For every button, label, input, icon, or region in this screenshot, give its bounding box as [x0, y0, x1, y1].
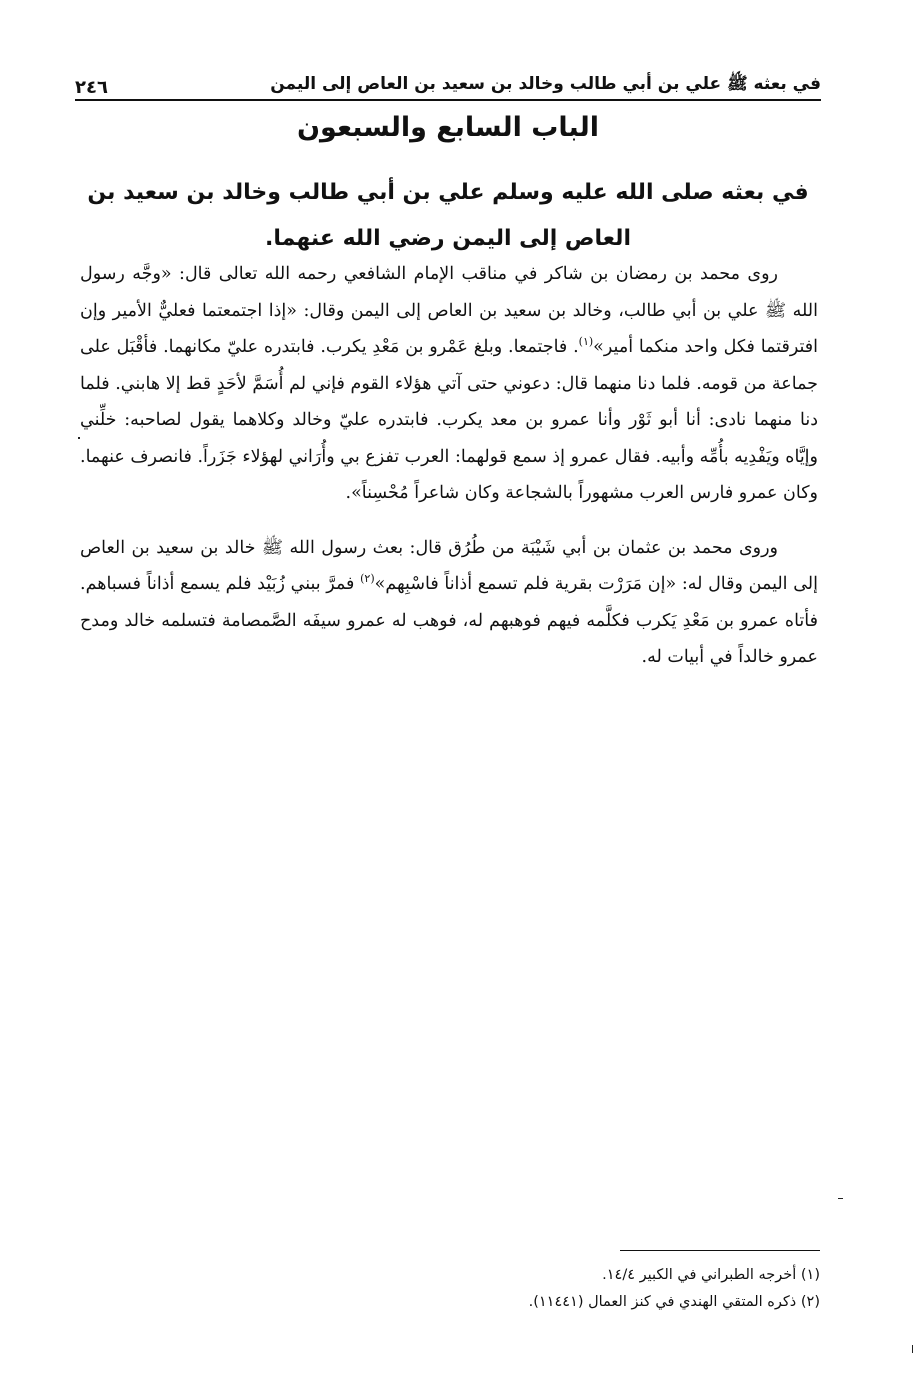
- body-text: [80, 256, 818, 694]
- chapter-title: الباب السابع والسبعون: [297, 112, 599, 143]
- scan-speck: [838, 1198, 843, 1199]
- scan-speck: [912, 1345, 913, 1353]
- paragraph-2: [80, 530, 818, 676]
- footnote-rule: [620, 1250, 820, 1251]
- header-rule: [75, 99, 821, 101]
- running-title: في بعثه ﷺ علي بن أبي طالب وخالد بن سعيد بن العاص إلى اليمن: [270, 74, 821, 94]
- paragraph-1-part-2: . فاجتمعا. وبلغ عَمْرو بن مَعْدِ يكرب. فابتدره عليّ مكانهما. فأقْبَل على جماعة من قومه. فلما دنا منهما قال: دعوني حتى آتي هؤلاء القوم فإني لم أُسَمَّ لأحَدٍ قط إلا هابني. فلما دنا منهما نادى: أنا أبو ثَوْر وأنا عمرو بن معد يكرب. فابتدره عليّ وخالد وكلاهما يقول لصاحبه: خلِّني وإيَّاه ويَفْدِيه بأُمِّه وأبيه. فقال عمرو إذ سمع قولهما: العرب تفزع بي وأُرَاني لهؤلاء جَزَراً. فانصرف عنهما. وكان عمرو فارس العرب مشهوراً بالشجاعة وكان شاعراً مُحْسِناً».: [80, 337, 818, 503]
- chapter-subtitle: في بعثه صلى الله عليه وسلم علي بن أبي طالب وخالد بن سعيد بن العاص إلى اليمن رضي الله عنهما.: [87, 180, 809, 251]
- footnote-ref-1[interactable]: (١): [578, 335, 594, 349]
- running-header: [75, 60, 821, 98]
- footnote-1: (١) أخرجه الطبراني في الكبير ١٤/٤.: [602, 1267, 820, 1283]
- paragraph-2-part-2: فمرَّ ببني زُبَيْد فلم يسمع أذاناً فسباهم. فأتاه عمرو بن مَعْدِ يَكرب فكلَّمه فيهم فوهبهم له، فوهب له عمرو سيفَه الصَّمصامة فتسلمه خالد ومدح عمرو خالداً في أبيات له.: [80, 574, 818, 667]
- paragraph-1: [80, 256, 818, 512]
- footnotes: [80, 1262, 820, 1316]
- page-number: ٢٤٦: [75, 77, 108, 98]
- paragraph-1-part-1: روى محمد بن رمضان بن شاكر في مناقب الإمام الشافعي رحمه الله تعالى قال: «وجَّه رسول الله ﷺ علي بن أبي طالب، وخالد بن سعيد بن العاص إلى اليمن وقال: «إذا اجتمعتما فعليٌّ الأمير وإن افترقتما فكل واحد منكما أمير»: [80, 264, 818, 357]
- footnote-ref-2[interactable]: (٢): [360, 572, 375, 586]
- footnote-2: (٢) ذكره المتقي الهندي في كنز العمال (١١٤٤١).: [528, 1294, 820, 1310]
- paragraph-2-part-1: وروى محمد بن عثمان بن أبي شَيْبَة من طُرُق قال: بعث رسول الله ﷺ خالد بن سعيد بن العاص إلى اليمن وقال له: «إن مَرَرْت بقرية فلم تسمع أذاناً فاسْبِهم»: [80, 537, 818, 594]
- scan-speck: [78, 437, 80, 439]
